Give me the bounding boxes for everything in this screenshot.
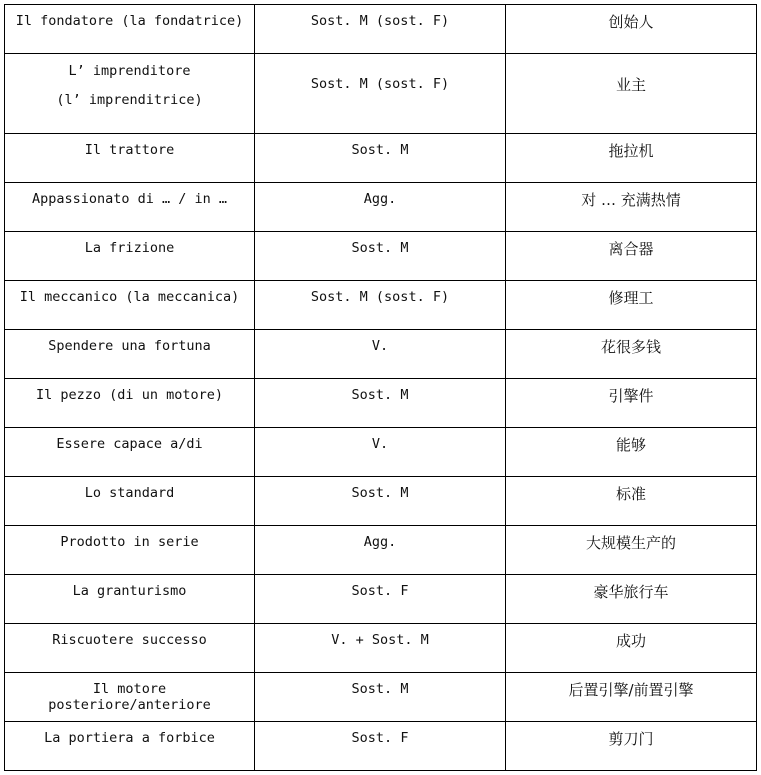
term-cell xyxy=(5,54,255,134)
part-of-speech-cell xyxy=(255,526,506,575)
part-of-speech-cell xyxy=(255,428,506,477)
term-text: Il trattore xyxy=(84,142,175,158)
part-of-speech-cell xyxy=(255,5,506,54)
part-of-speech-text: Sost. M xyxy=(351,387,409,403)
translation-cell xyxy=(506,232,757,281)
part-of-speech-text: V. xyxy=(371,436,389,452)
vocabulary-table xyxy=(4,4,757,771)
term-text: Il meccanico (la meccanica) xyxy=(19,289,240,305)
translation-text: 花很多钱 xyxy=(600,338,661,356)
translation-cell xyxy=(506,673,757,722)
term-text: La granturismo xyxy=(72,583,187,599)
translation-cell xyxy=(506,330,757,379)
part-of-speech-cell xyxy=(255,281,506,330)
part-of-speech-cell xyxy=(255,477,506,526)
term-text: Riscuotere successo xyxy=(52,632,207,648)
term-text: Il fondatore (la fondatrice) xyxy=(15,13,244,29)
term-text: La portiera a forbice xyxy=(44,730,215,746)
term-cell xyxy=(5,330,255,379)
translation-text: 大规模生产的 xyxy=(585,534,676,552)
term-cell xyxy=(5,477,255,526)
translation-cell xyxy=(506,54,757,134)
part-of-speech-text: Sost. M xyxy=(351,240,409,256)
part-of-speech-text: Sost. M (sost. F) xyxy=(310,289,450,305)
translation-cell xyxy=(506,722,757,771)
translation-cell xyxy=(506,526,757,575)
term-cell xyxy=(5,428,255,477)
table-row xyxy=(5,281,757,330)
term-cell xyxy=(5,722,255,771)
part-of-speech-cell xyxy=(255,575,506,624)
part-of-speech-text: Agg. xyxy=(363,191,397,207)
term-cell xyxy=(5,134,255,183)
term-text: Lo standard xyxy=(84,485,175,501)
part-of-speech-cell xyxy=(255,54,506,134)
table-row xyxy=(5,54,757,134)
part-of-speech-cell xyxy=(255,624,506,673)
translation-cell xyxy=(506,5,757,54)
vocabulary-table-body xyxy=(5,5,757,771)
part-of-speech-text: V. + Sost. M xyxy=(331,632,429,648)
part-of-speech-text: Sost. M xyxy=(351,142,409,158)
table-row xyxy=(5,624,757,673)
term-cell xyxy=(5,624,255,673)
part-of-speech-text: Agg. xyxy=(363,534,397,550)
term-cell xyxy=(5,5,255,54)
term-text: La frizione xyxy=(84,240,175,256)
translation-text: 豪华旅行车 xyxy=(593,583,669,601)
translation-text: 引擎件 xyxy=(608,387,654,405)
table-row xyxy=(5,477,757,526)
part-of-speech-text: Sost. M (sost. F) xyxy=(310,13,450,29)
term-text: Essere capace a/di xyxy=(56,436,203,452)
part-of-speech-cell xyxy=(255,183,506,232)
translation-cell xyxy=(506,428,757,477)
table-row xyxy=(5,428,757,477)
part-of-speech-cell xyxy=(255,379,506,428)
table-row xyxy=(5,575,757,624)
table-row xyxy=(5,526,757,575)
table-row xyxy=(5,134,757,183)
translation-text: 修理工 xyxy=(608,289,654,307)
part-of-speech-text: Sost. M (sost. F) xyxy=(310,76,450,92)
part-of-speech-cell xyxy=(255,330,506,379)
term-cell xyxy=(5,575,255,624)
term-cell xyxy=(5,526,255,575)
table-row xyxy=(5,722,757,771)
table-row xyxy=(5,183,757,232)
part-of-speech-cell xyxy=(255,232,506,281)
term-text: Spendere una fortuna xyxy=(48,338,211,354)
translation-text: 成功 xyxy=(615,632,646,650)
part-of-speech-text: Sost. M xyxy=(351,681,409,697)
part-of-speech-text: V. xyxy=(371,338,389,354)
term-text: Il pezzo (di un motore) xyxy=(36,387,223,403)
table-row xyxy=(5,673,757,722)
translation-text: 创始人 xyxy=(608,13,654,31)
translation-text: 业主 xyxy=(615,76,646,94)
translation-cell xyxy=(506,134,757,183)
part-of-speech-cell xyxy=(255,673,506,722)
term-text: Il motore posteriore/anteriore xyxy=(48,681,211,714)
term-cell xyxy=(5,183,255,232)
part-of-speech-cell xyxy=(255,722,506,771)
term-text: Appassionato di … / in … xyxy=(31,191,228,207)
term-cell xyxy=(5,281,255,330)
table-row xyxy=(5,232,757,281)
translation-cell xyxy=(506,624,757,673)
table-row xyxy=(5,379,757,428)
translation-text: 能够 xyxy=(615,436,646,454)
term-text: Prodotto in serie xyxy=(60,534,199,550)
translation-cell xyxy=(506,281,757,330)
term-cell xyxy=(5,379,255,428)
translation-text: 对 … 充满热情 xyxy=(581,191,681,209)
translation-text: 剪刀门 xyxy=(608,730,654,748)
part-of-speech-text: Sost. F xyxy=(351,730,409,746)
translation-text: 拖拉机 xyxy=(608,142,654,160)
translation-cell xyxy=(506,575,757,624)
translation-text: 后置引擎/前置引擎 xyxy=(568,681,694,699)
translation-cell xyxy=(506,183,757,232)
translation-cell xyxy=(506,379,757,428)
term-cell xyxy=(5,673,255,722)
part-of-speech-text: Sost. M xyxy=(351,485,409,501)
table-row xyxy=(5,330,757,379)
term-text: L’ imprenditore (l’ imprenditrice) xyxy=(56,63,203,108)
translation-text: 离合器 xyxy=(608,240,654,258)
term-cell xyxy=(5,232,255,281)
translation-text: 标准 xyxy=(615,485,646,503)
translation-cell xyxy=(506,477,757,526)
part-of-speech-text: Sost. F xyxy=(351,583,409,599)
table-row xyxy=(5,5,757,54)
part-of-speech-cell xyxy=(255,134,506,183)
